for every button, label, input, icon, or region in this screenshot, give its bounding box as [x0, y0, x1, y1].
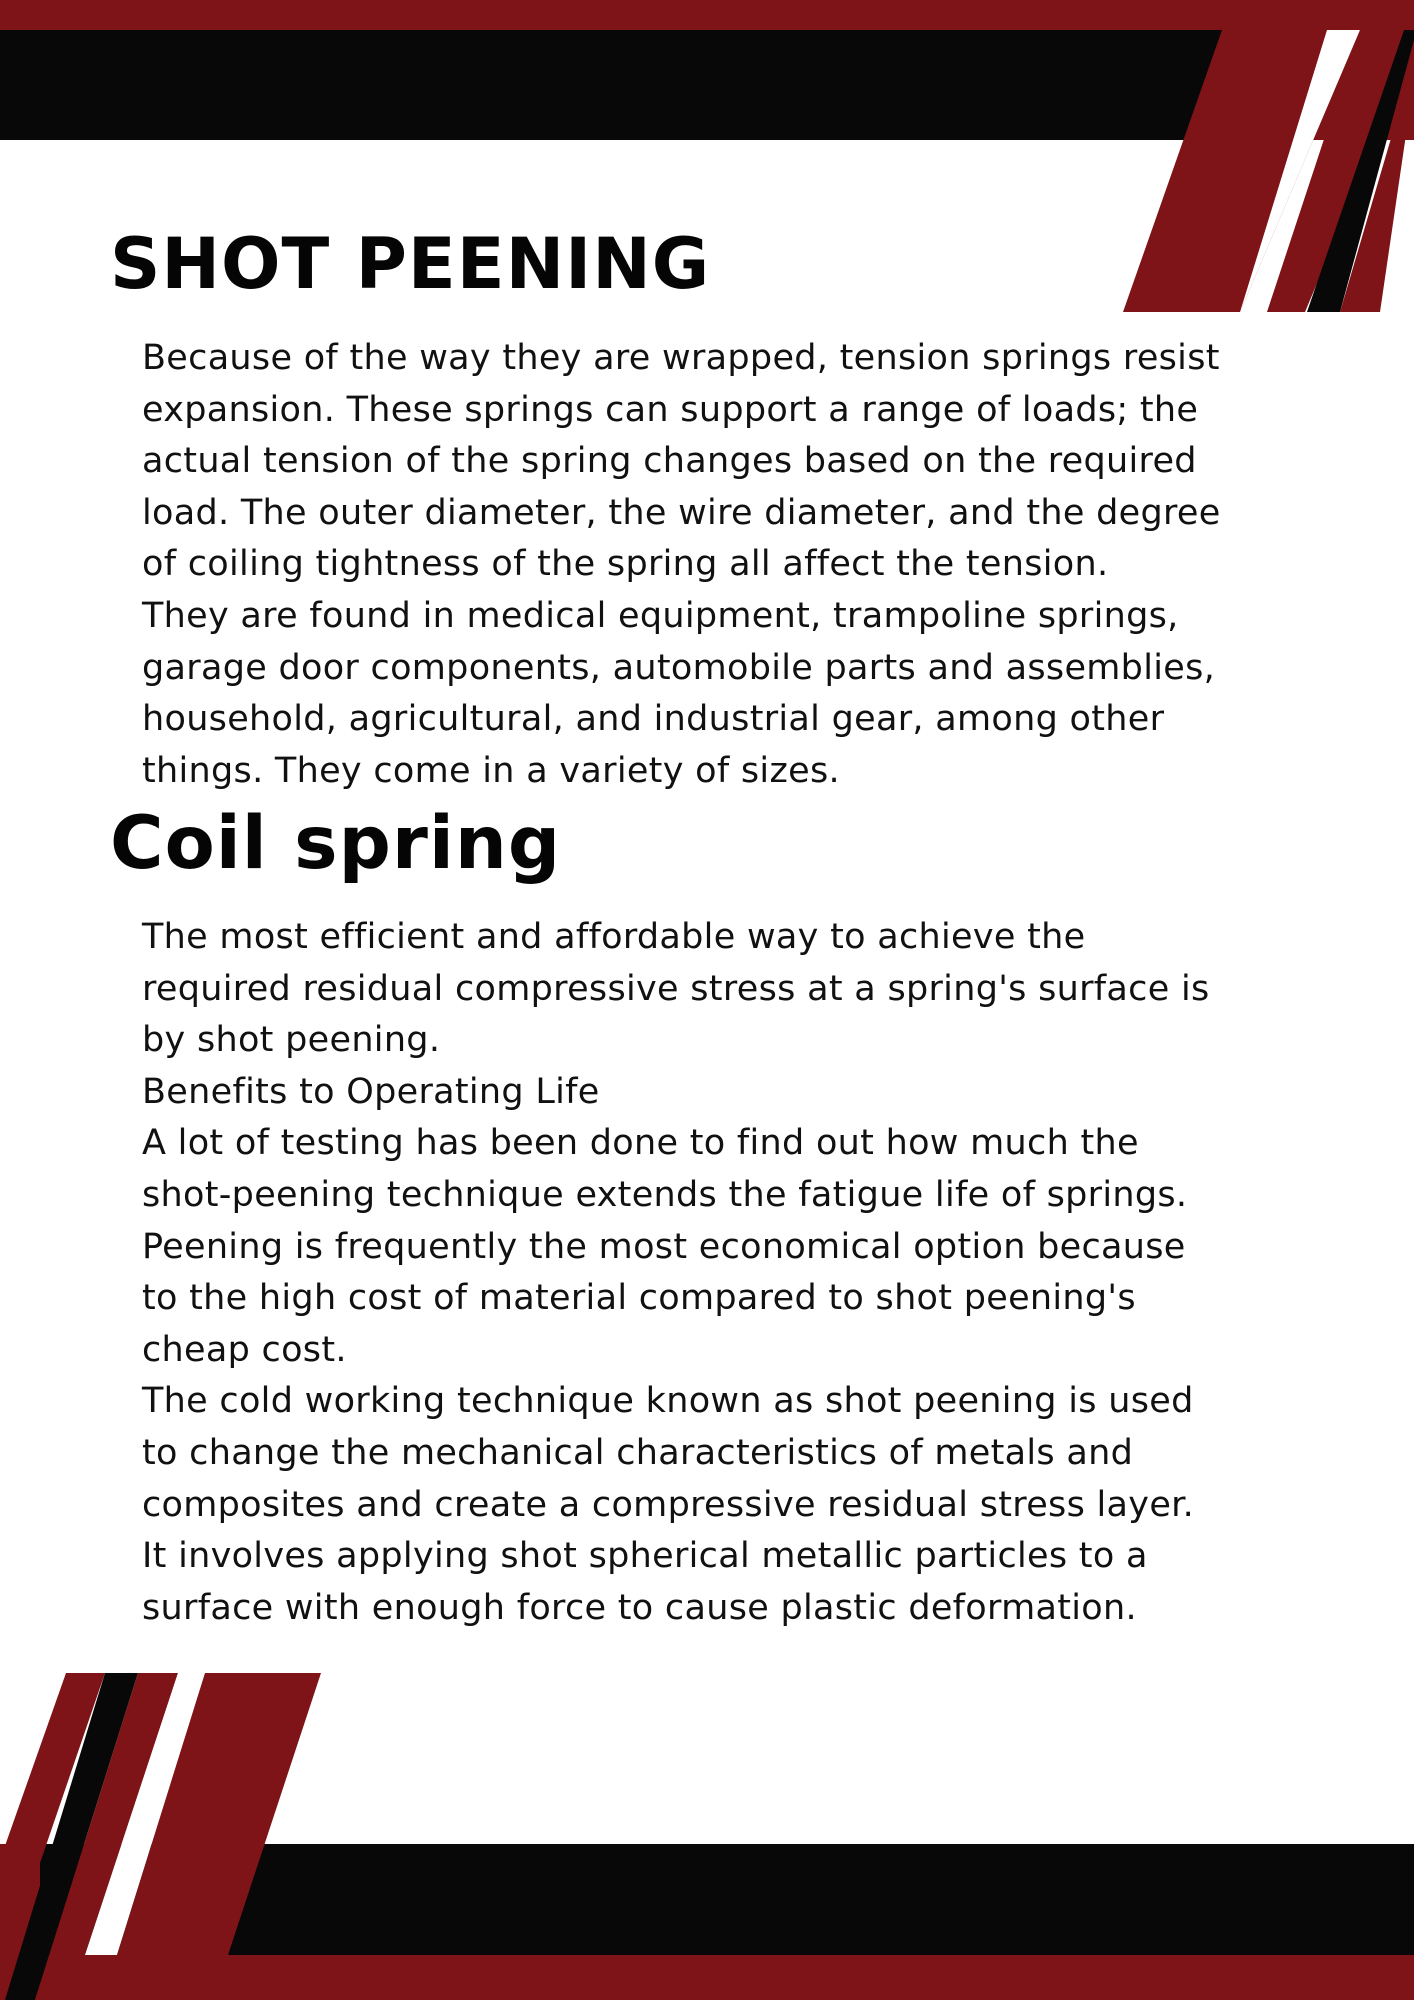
- top-red-strip: [0, 0, 1414, 30]
- top-black-band: [0, 30, 1414, 140]
- top-right-stripe-red-narrow: [1267, 30, 1414, 312]
- paragraph-line: shot-peening technique extends the fatigue life of springs.: [142, 1174, 1188, 1215]
- paragraph-line: surface with enough force to cause plastic deformation.: [142, 1587, 1137, 1628]
- paragraph-line: Because of the way they are wrapped, tension springs resist: [142, 338, 1220, 378]
- bottom-left-red-block: [0, 1844, 40, 2000]
- top-right-stripe-red-wide: [1123, 30, 1360, 312]
- bottom-left-stripe-red-edge: [0, 1673, 105, 1980]
- paragraph-line: load. The outer diameter, the wire diameter, and the degree: [142, 492, 1221, 533]
- top-right-stripe-white-gap: [1240, 30, 1360, 312]
- paragraph-line: Peening is frequently the most economical option because: [142, 1226, 1186, 1267]
- section-body-coil-spring: [142, 912, 1342, 1634]
- paragraph-line: to change the mechanical characteristics of metals and: [142, 1432, 1134, 1473]
- paragraph-line: composites and create a compressive residual stress layer.: [142, 1484, 1195, 1525]
- bottom-left-stripe-red-wide: [117, 1673, 321, 1955]
- paragraph-line: required residual compressive stress at a spring's surface is: [142, 968, 1210, 1009]
- bottom-left-stripe-white: [85, 1673, 205, 1955]
- subheading-line: Benefits to Operating Life: [142, 1071, 600, 1112]
- paragraph-line: things. They come in a variety of sizes.: [142, 750, 840, 791]
- paragraph-line: It involves applying shot spherical metallic particles to a: [142, 1536, 1148, 1577]
- paragraph-line: garage door components, automobile parts and assemblies,: [142, 647, 1216, 688]
- paragraph-line: to the high cost of material compared to shot peening's: [142, 1278, 1136, 1319]
- paragraph-line: of coiling tightness of the spring all affect the tension.: [142, 544, 1109, 585]
- paragraph-line: The most efficient and affordable way to achieve the: [142, 917, 1086, 957]
- paragraph-line: A lot of testing has been done to find out how much the: [142, 1123, 1139, 1164]
- paragraph-line: actual tension of the spring changes based on the required: [142, 441, 1197, 482]
- section-heading-coil-spring: Coil spring: [110, 801, 562, 886]
- bottom-black-band: [0, 1844, 1414, 1955]
- paragraph-line: household, agricultural, and industrial gear, among other: [142, 699, 1165, 740]
- bottom-left-stripe-black: [5, 1673, 138, 2000]
- paragraph-line: cheap cost.: [142, 1329, 347, 1370]
- top-right-stripe-black: [1307, 30, 1414, 312]
- paragraph-line: They are found in medical equipment, trampoline springs,: [142, 595, 1179, 636]
- top-right-stripe-white: [1240, 30, 1360, 312]
- bottom-left-stripe-red-narrow: [35, 1673, 178, 2000]
- top-right-stripe-red-edge: [1340, 60, 1414, 312]
- top-right-red-block: [1300, 30, 1414, 140]
- section-body-shot-peening: [142, 333, 1342, 797]
- bottom-red-strip: [0, 1955, 1414, 2000]
- section-heading-shot-peening: SHOT PEENING: [110, 223, 711, 305]
- paragraph-line: The cold working technique known as shot peening is used: [142, 1381, 1194, 1422]
- paragraph-line: expansion. These springs can support a range of loads; the: [142, 389, 1199, 430]
- paragraph-line: by shot peening.: [142, 1020, 441, 1061]
